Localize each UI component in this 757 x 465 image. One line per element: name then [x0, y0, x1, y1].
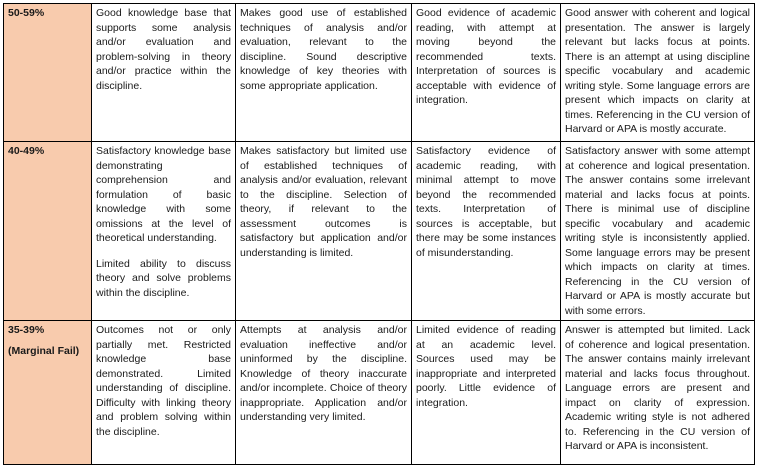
marking-rubric-table — [3, 3, 755, 465]
grade-band-label: 35-39% — [8, 324, 45, 336]
knowledge-cell — [92, 4, 236, 142]
reading-cell — [412, 321, 561, 465]
reading-cell — [412, 4, 561, 142]
analysis-cell — [236, 4, 412, 142]
reading-text: Limited evidence of reading at an academic level. Sources used may be inappropriate and interpreted poorly. Little evidence of integration. — [416, 324, 556, 409]
knowledge-text: Satisfactory knowledge base demonstrating comprehension and formulation of basic knowledge with some omissions at the level of theoretical understanding. — [96, 145, 231, 244]
grade-band-cell — [4, 142, 92, 321]
presentation-cell — [561, 4, 755, 142]
reading-cell — [412, 142, 561, 321]
analysis-cell — [236, 142, 412, 321]
grade-band-sublabel: (Marginal Fail) — [8, 344, 80, 357]
grade-band-cell — [4, 4, 92, 142]
knowledge-text: Limited ability to discuss theory and solve problems within the discipline. — [96, 257, 231, 299]
presentation-cell — [561, 321, 755, 465]
knowledge-cell — [92, 321, 236, 465]
knowledge-text: Good knowledge base that supports some analysis and/or evaluation and problem-solving in theory and/or practice within the discipline. — [96, 7, 231, 92]
grade-band-label: 50-59% — [8, 7, 45, 19]
table-row — [4, 142, 755, 321]
reading-text: Good evidence of academic reading, with attempt at moving beyond the recommended texts. Interpretation of sources is acceptable with evidence of integration. — [416, 7, 556, 106]
table-row — [4, 321, 755, 465]
knowledge-text: Outcomes not or only partially met. Restricted knowledge base demonstrated. Limited understanding of discipline. Difficulty with linking theory and problem solving within the discipline. — [96, 324, 231, 438]
analysis-text: Attempts at analysis and/or evaluation ineffective and/or uninformed by the discipline. Knowledge of theory inaccurate and/or incomplete. Choice of theory inappropriate. Application and/or understanding very limited. — [240, 324, 407, 423]
analysis-cell — [236, 321, 412, 465]
reading-text: Satisfactory evidence of academic reading, with minimal attempt to move beyond the recommended texts. Interpretation of sources is acceptable, but there may be some instances of misunderstanding. — [416, 145, 556, 259]
presentation-text: Satisfactory answer with some attempt at coherence and logical presentation. The answer contains some irrelevant material and lacks focus at points. There is minimal use of discipline specific vocabulary and academic writing style is inconsistently applied. Some language errors may be present which impacts on clarity at times. Referencing in the CU version of Harvard or APA is mostly accurate but with some errors. — [565, 145, 750, 317]
knowledge-cell — [92, 142, 236, 321]
analysis-text: Makes satisfactory but limited use of established techniques of analysis and/or evaluation, relevant to the discipline. Selection of theory, if relevant to the assessment outcomes is satisfactory but application and/or understanding is limited. — [240, 145, 407, 259]
presentation-text: Answer is attempted but limited. Lack of coherence and logical presentation. The answer contains mainly irrelevant material and lacks focus throughout. Language errors are present and impact on clarity of expression. Academic writing style is not adhered to. Referencing in the CU version of Harvard or APA is inconsistent. — [565, 324, 750, 452]
grade-band-label: 40-49% — [8, 145, 45, 157]
analysis-text: Makes good use of established techniques of analysis and/or evaluation, relevant to the discipline. Sound descriptive knowledge of key theories with some appropriate application. — [240, 7, 407, 92]
presentation-cell — [561, 142, 755, 321]
grade-band-cell — [4, 321, 92, 465]
table-row — [4, 4, 755, 142]
presentation-text: Good answer with coherent and logical presentation. The answer is largely relevant but lacks focus at points. There is an attempt at using discipline specific vocabulary and academic writing style. Some language errors are present which impacts on clarity at times. Referencing in the CU version of Harvard or APA is mostly accurate. — [565, 7, 750, 135]
